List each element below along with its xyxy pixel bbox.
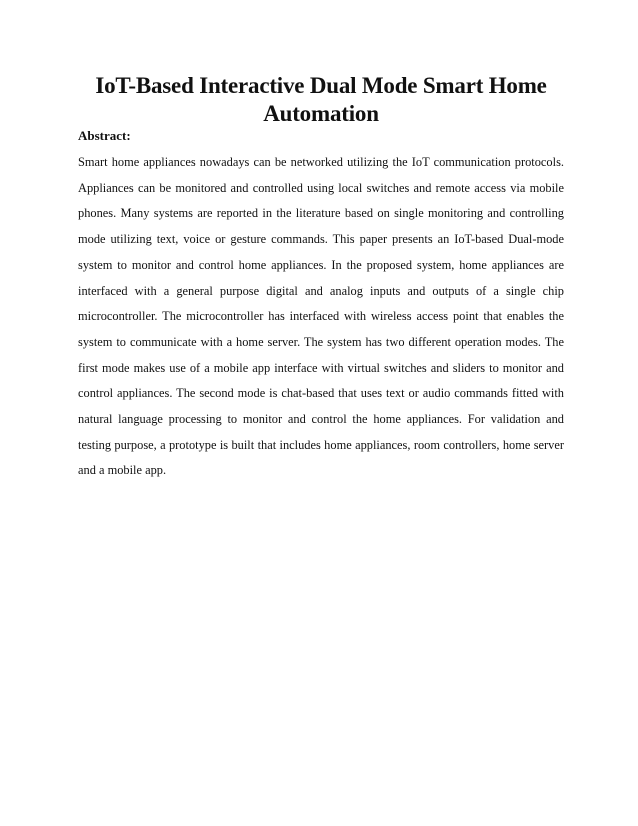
abstract-text: Smart home appliances nowadays can be networked utilizing the IoT communication protocols. Appliances can be monitored and controlled using local switches and remote access via mobile phones. Many systems are reported in the literature based on single monitoring and controlling mode utilizing text, voice or gesture commands. This paper presents an IoT-based Dual-mode system to monitor and control home appliances. In the proposed system, home appliances are interfaced with a general purpose digital and analog inputs and outputs of a single chip microcontroller. The microcontroller has interfaced with wireless access point that enables the system to communicate with a home server. The system has two different operation modes. The first mode makes use of a mobile app interface with virtual switches and sliders to monitor and control appliances. The second mode is chat-based that uses text or audio commands fitted with natural language processing to monitor and control the home appliances. For validation and testing purpose, a prototype is built that includes home appliances, room controllers, home server and a mobile app. bbox=[78, 155, 564, 478]
abstract-heading: Abstract: bbox=[78, 128, 131, 143]
document-title: IoT-Based Interactive Dual Mode Smart Home Automation bbox=[95, 73, 547, 126]
